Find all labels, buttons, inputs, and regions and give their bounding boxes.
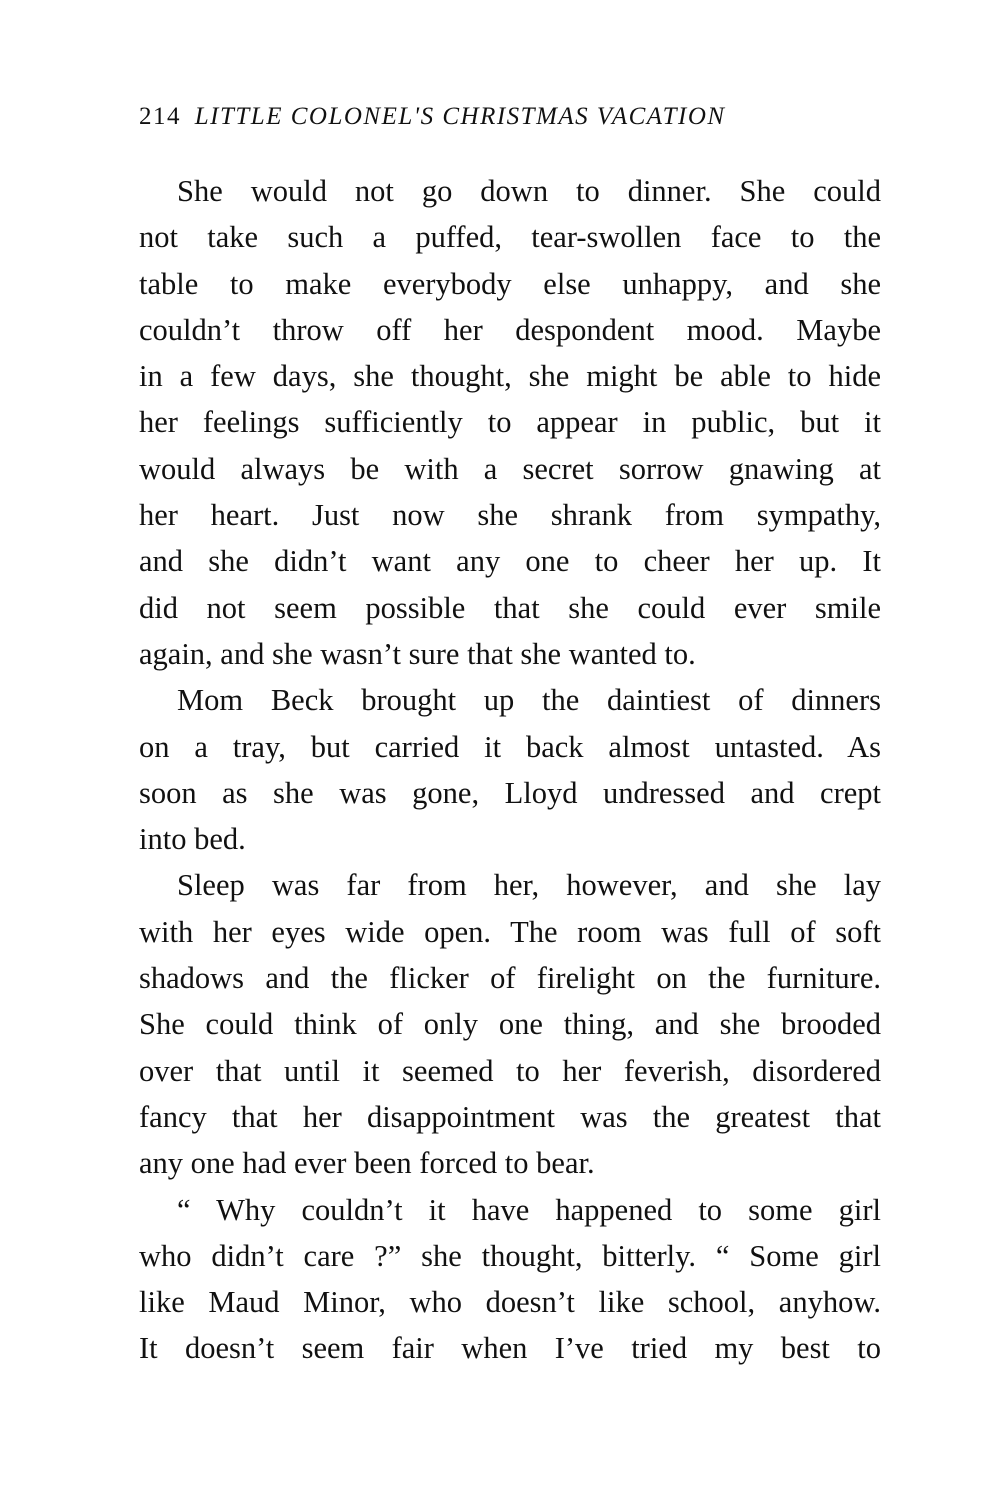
text-line: in a few days, she thought, she might be able to hide — [139, 359, 881, 394]
body-text — [139, 168, 881, 1372]
text-line: who didn’t care ?” she thought, bitterly. “ Some girl — [139, 1238, 881, 1273]
text-line: shadows and the flicker of firelight on the furniture. — [139, 961, 881, 996]
text-line: She would not go down to dinner. She could — [177, 174, 881, 208]
text-line: would always be with a secret sorrow gnawing at — [139, 451, 881, 486]
text-line: like Maud Minor, who doesn’t like school, anyhow. — [139, 1285, 881, 1320]
text-line: into bed. — [139, 822, 246, 857]
text-line: her heart. Just now she shrank from sympathy, — [139, 498, 881, 533]
text-line: over that until it seemed to her feverish, disordered — [139, 1053, 881, 1088]
text-line: any one had ever been forced to bear. — [139, 1146, 595, 1181]
text-line: soon as she was gone, Lloyd undressed and crept — [139, 775, 881, 810]
text-line: “ Why couldn’t it have happened to some girl — [177, 1192, 881, 1227]
paragraph-1 — [139, 168, 881, 677]
text-line: Sleep was far from her, however, and she lay — [177, 868, 881, 903]
text-line: did not seem possible that she could ever smile — [139, 590, 881, 625]
paragraph-4 — [139, 1187, 881, 1372]
text-line: couldn’t throw off her despondent mood. Maybe — [139, 312, 881, 347]
running-head — [139, 102, 726, 132]
text-line: and she didn’t want any one to cheer her up. It — [139, 544, 881, 579]
text-line: on a tray, but carried it back almost untasted. As — [139, 729, 881, 764]
text-line: her feelings sufficiently to appear in public, but it — [139, 405, 881, 440]
running-title: LITTLE COLONEL'S CHRISTMAS VACATION — [194, 103, 726, 130]
text-line: It doesn’t seem fair when I’ve tried my best to — [139, 1331, 881, 1366]
paragraph-2 — [139, 677, 881, 862]
text-line: table to make everybody else unhappy, and she — [139, 266, 881, 301]
paragraph-3 — [139, 862, 881, 1186]
page-number: 214 — [139, 103, 181, 130]
text-line: She could think of only one thing, and she brooded — [139, 1007, 881, 1042]
text-line: with her eyes wide open. The room was full of soft — [139, 914, 881, 949]
text-line: fancy that her disappointment was the greatest that — [139, 1099, 881, 1134]
text-line: Mom Beck brought up the daintiest of dinners — [177, 683, 881, 718]
text-line: again, and she wasn’t sure that she wanted to. — [139, 636, 696, 671]
text-line: not take such a puffed, tear-swollen face to the — [139, 220, 881, 255]
